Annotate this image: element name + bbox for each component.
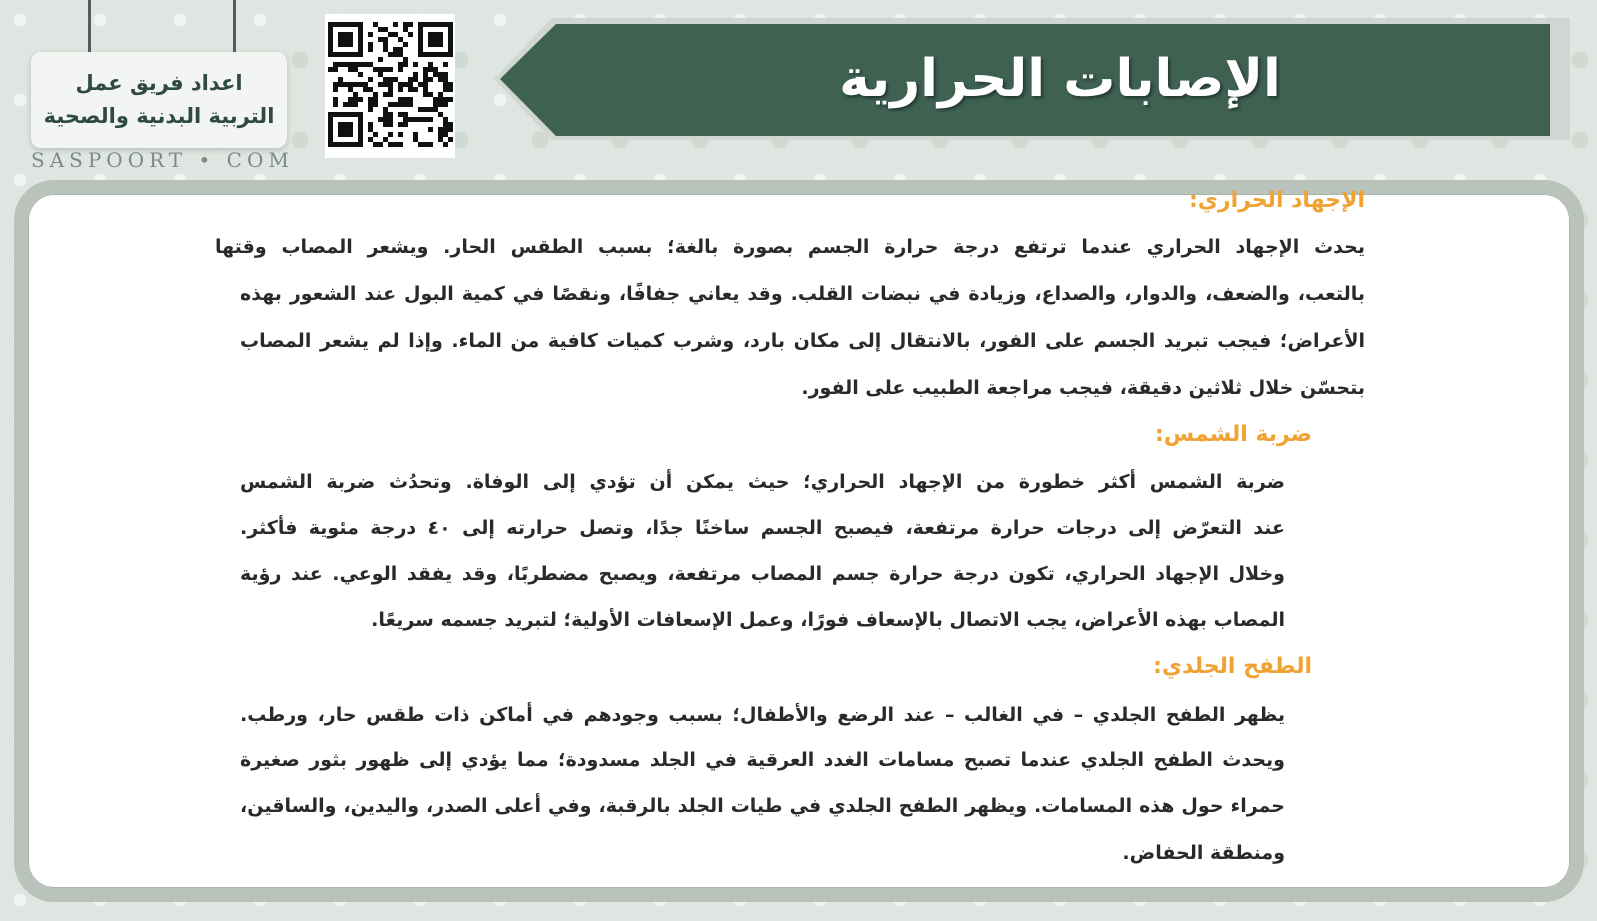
paragraph-line: يحدث الإجهاد الحراري عندما ترتفع درجة حرارة الجسم بصورة بالغة؛ بسبب الطقس الحار. ويشعر المصاب وقتها <box>215 236 1365 258</box>
credit-line-2: التربية البدنية والصحية <box>43 104 275 128</box>
paragraph-line: وخلال الإجهاد الحراري، تكون درجة حرارة جسم المصاب مرتفعة، ويصبح مضطربًا، وقد يفقد الوعي. عند رؤية <box>240 563 1285 585</box>
hanging-string-right <box>233 0 236 54</box>
paragraph-line: ومنطقة الحفاض. <box>1122 842 1285 864</box>
paragraph-line: ويحدث الطفح الجلدي عندما تصبح مسامات الغدد العرقية في الجلد مسدودة؛ مما يؤدي إلى ظهور بثور صغيرة <box>240 749 1285 771</box>
site-name: SASPOORT • COM <box>31 148 294 172</box>
section-heading-sunstroke: ضربة الشمس: <box>1154 422 1312 447</box>
section-heading-skin-rash: الطفح الجلدي: <box>1153 654 1312 679</box>
paragraph-line: حمراء حول هذه المسامات. ويظهر الطفح الجلدي في طيات الجلد بالرقبة، وفي أعلى الصدر، واليدين، والساقين، <box>240 795 1285 817</box>
credit-card <box>31 52 287 148</box>
hanging-string-left <box>88 0 91 54</box>
paragraph-line: بالتعب، والضعف، والدوار، والصداع، وزيادة في نبضات القلب. وقد يعاني جفافًا، ونقصًا في كمية البول عند الشعور بهذه <box>240 283 1365 305</box>
credit-line-1: اعداد فريق عمل <box>75 71 243 95</box>
section-heading-heat-exhaustion: الإجهاد الحراري: <box>1188 188 1365 213</box>
page-title: الإصابات الحرارية <box>839 49 1281 109</box>
paragraph-line: المصاب بهذه الأعراض، يجب الاتصال بالإسعاف فورًا، وعمل الإسعافات الأولية؛ لتبريد جسمه سريعًا. <box>371 609 1285 631</box>
paragraph-line: بتحسّن خلال ثلاثين دقيقة، فيجب مراجعة الطبيب على الفور. <box>801 377 1365 399</box>
qr-code-icon <box>325 14 455 158</box>
paragraph-line: عند التعرّض إلى درجات حرارة مرتفعة، فيصبح الجسم ساخنًا جدًا، وتصل حرارته إلى ٤٠ درجة مئوية فأكثر. <box>240 517 1285 539</box>
paragraph-line: الأعراض؛ فيجب تبريد الجسم على الفور، بالانتقال إلى مكان بارد، وشرب كميات كافية من الماء. وإذا لم يشعر المصاب <box>240 330 1365 352</box>
paragraph-line: ضربة الشمس أكثر خطورة من الإجهاد الحراري؛ حيث يمكن أن تؤدي إلى الوفاة. وتحدُث ضربة الشمس <box>240 471 1285 493</box>
title-banner <box>490 16 1570 142</box>
paragraph-line: يظهر الطفح الجلدي – في الغالب – عند الرضع والأطفال؛ بسبب وجودهم في أماكن ذات طقس حار، ورطب. <box>240 704 1285 726</box>
